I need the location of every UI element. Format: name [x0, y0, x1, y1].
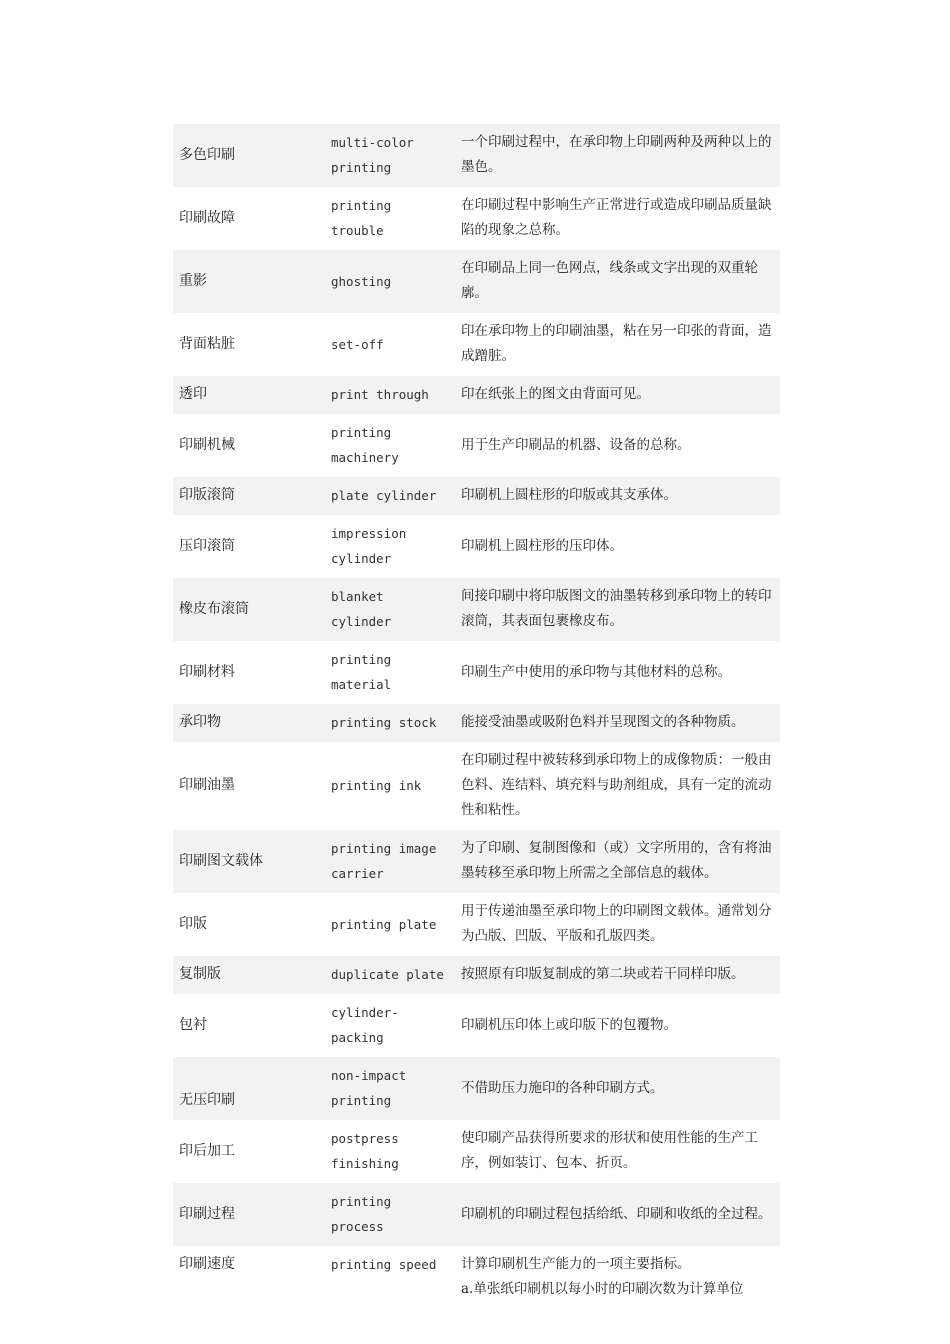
table-row: [173, 250, 780, 313]
term-english: postpress finishing: [331, 1131, 399, 1171]
term-definition: 按照原有印版复制成的第二块或若干同样印版。: [455, 956, 780, 994]
term-definition: 印刷生产中使用的承印物与其他材料的总称。: [461, 663, 731, 680]
table-row: [173, 578, 780, 641]
table-row: [173, 515, 780, 578]
term-english: impression cylinder: [331, 526, 407, 566]
table-row: [173, 187, 780, 250]
term-definition: 不借助压力施印的各种印刷方式。: [455, 1057, 780, 1120]
term-chinese: 重影: [173, 250, 325, 313]
table-row: [173, 414, 780, 477]
term-definition: 为了印刷、复制图像和（或）文字所用的，含有将油墨转移至承印物上所需之全部信息的载体。: [455, 830, 780, 893]
term-english: cylinder-packing: [331, 1005, 399, 1045]
term-definition-line: 计算印刷机生产能力的一项主要指标。: [461, 1256, 691, 1272]
table-row: [173, 1183, 780, 1246]
term-definition: 使印刷产品获得所要求的形状和使用性能的生产工序，例如装订、包本、折页。: [461, 1130, 758, 1171]
term-definition: 印刷机上圆柱形的印版或其支承体。: [455, 477, 780, 515]
term-chinese: 多色印刷: [173, 124, 325, 187]
term-chinese: 印刷油墨: [179, 777, 235, 793]
table-row: [173, 1057, 780, 1120]
term-english: ghosting: [325, 250, 455, 313]
term-definition: 用于生产印刷品的机器、设备的总称。: [461, 436, 691, 453]
term-definition: 在印刷品上同一色网点，线条或文字出现的双重轮廓。: [455, 250, 780, 313]
term-definition-line: a.单张纸印刷机以每小时的印刷次数为计算单位: [461, 1281, 744, 1297]
term-chinese: 印刷故障: [179, 209, 235, 226]
glossary-table: [173, 124, 780, 1309]
term-chinese: 印刷速度: [179, 1256, 235, 1272]
term-english: printing process: [325, 1183, 455, 1246]
term-definition: 印刷机上圆柱形的压印体。: [461, 537, 623, 554]
term-definition: 印在纸张上的图文由背面可见。: [455, 376, 780, 414]
term-chinese: 承印物: [173, 704, 325, 742]
table-row: [173, 704, 780, 742]
table-row: [173, 124, 780, 187]
table-row: [173, 1120, 780, 1183]
term-english: printing plate: [331, 916, 437, 932]
term-english: blanket cylinder: [325, 578, 455, 641]
term-chinese: 印刷图文载体: [173, 830, 325, 893]
table-row: [173, 830, 780, 893]
term-english: set-off: [331, 336, 384, 352]
term-english: plate cylinder: [325, 477, 455, 515]
term-chinese: 背面粘脏: [179, 335, 235, 352]
term-english: duplicate plate: [325, 956, 455, 994]
term-definition: 印刷机的印刷过程包括给纸、印刷和收纸的全过程。: [455, 1183, 780, 1246]
term-definition: 印在承印物上的印刷油墨，粘在另一印张的背面，造成蹭脏。: [461, 323, 772, 364]
table-row: [173, 376, 780, 414]
term-chinese: 压印滚筒: [179, 537, 235, 554]
term-chinese: 印后加工: [179, 1142, 235, 1159]
term-english: printing stock: [325, 704, 455, 742]
term-definition: 在印刷过程中被转移到承印物上的成像物质：一般由色料、连结料、填充料与助剂组成，具有一定的流动性和粘性。: [461, 752, 772, 818]
term-definition: 在印刷过程中影响生产正常进行或造成印刷品质量缺陷的现象之总称。: [461, 197, 772, 238]
term-chinese: 印版滚筒: [173, 477, 325, 515]
term-chinese: 印版: [179, 915, 207, 932]
term-definition: 能接受油墨或吸附色料并呈现图文的各种物质。: [455, 704, 780, 742]
term-definition: 间接印刷中将印版图文的油墨转移到承印物上的转印滚筒，其表面包裹橡皮布。: [455, 578, 780, 641]
term-english: print through: [325, 376, 455, 414]
term-english: printing material: [331, 652, 392, 692]
table-row: [173, 1246, 780, 1309]
term-english: printing machinery: [331, 425, 399, 465]
term-chinese: 复制版: [173, 956, 325, 994]
term-english: printing speed: [331, 1257, 437, 1272]
term-chinese: 无压印刷: [173, 1057, 325, 1120]
table-row: [173, 956, 780, 994]
term-english: multi-color printing: [325, 124, 455, 187]
term-definition: [455, 1246, 780, 1309]
term-chinese: 印刷机械: [179, 436, 235, 453]
table-row: [173, 313, 780, 376]
term-chinese: 印刷材料: [179, 663, 235, 680]
table-row: [173, 477, 780, 515]
term-chinese: 包衬: [179, 1016, 207, 1033]
term-chinese: 印刷过程: [173, 1183, 325, 1246]
table-row: [173, 641, 780, 704]
term-english: printing trouble: [331, 198, 392, 238]
term-definition: 用于传递油墨至承印物上的印刷图文载体。通常划分为凸版、凹版、平版和孔版四类。: [461, 903, 772, 944]
term-english: printing image carrier: [325, 830, 455, 893]
term-definition: 一个印刷过程中，在承印物上印刷两种及两种以上的墨色。: [455, 124, 780, 187]
term-chinese: 透印: [173, 376, 325, 414]
table-row: [173, 742, 780, 830]
term-english: non-impact printing: [325, 1057, 455, 1120]
term-english: printing ink: [331, 778, 422, 793]
table-row: [173, 893, 780, 956]
term-chinese: 橡皮布滚筒: [173, 578, 325, 641]
term-definition: 印刷机压印体上或印版下的包覆物。: [461, 1016, 677, 1033]
table-row: [173, 994, 780, 1057]
